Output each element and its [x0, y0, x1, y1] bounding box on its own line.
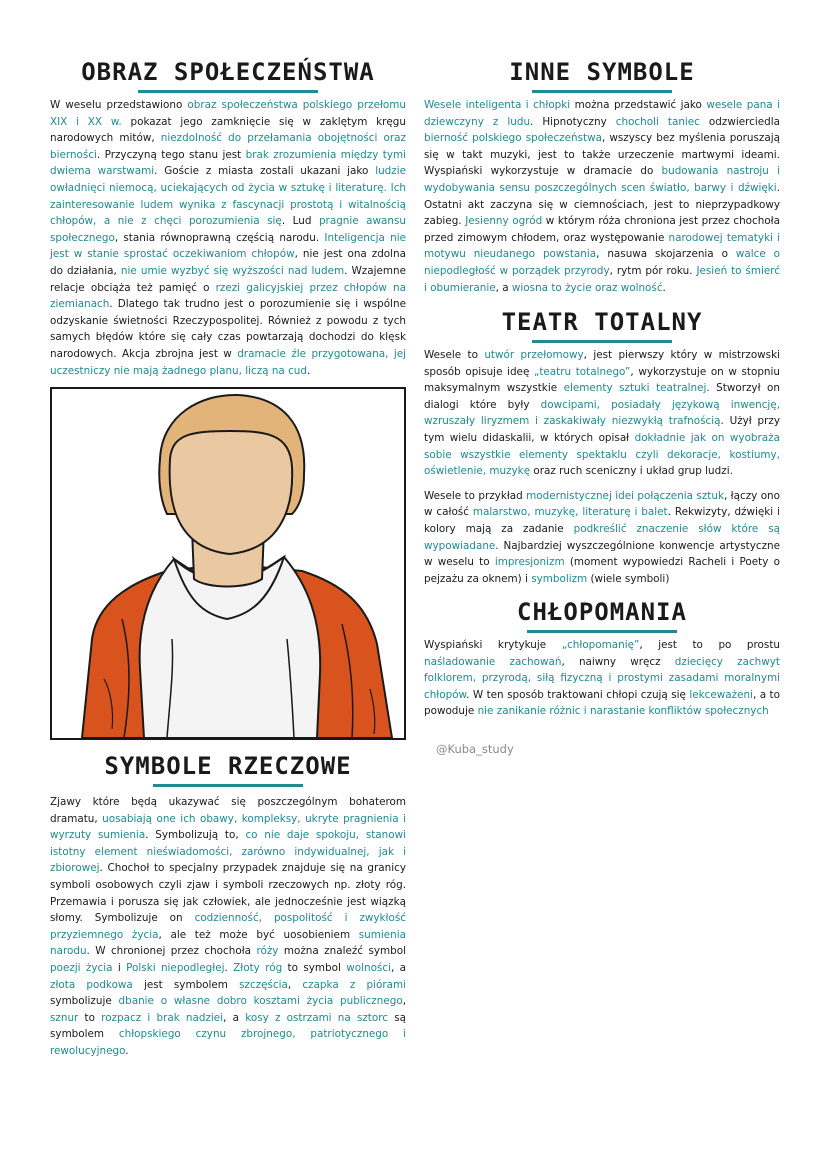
text-run: . Lud — [281, 215, 319, 228]
text-run: , — [287, 978, 303, 991]
heading-symbole-rzeczowe-text: SYMBOLE RZECZOWE — [104, 752, 352, 780]
text-run: , rytm pór roku. — [609, 264, 697, 277]
heading-obraz-spoleczenstwa — [50, 58, 406, 93]
highlighted-phrase: utwór przełomowy — [484, 349, 584, 361]
highlighted-phrase: malarstwo, muzykę, literaturę i balet — [472, 506, 668, 519]
text-run: . W chronionej przez chochoła — [86, 945, 257, 958]
text-run: Wesele to — [424, 349, 485, 361]
highlighted-phrase: Wesele inteligenta i chłopki — [424, 99, 571, 111]
portrait-illustration — [50, 387, 406, 740]
face-shape — [170, 431, 293, 554]
heading-symbole-rzeczowe — [50, 752, 406, 787]
highlighted-phrase: wolności — [346, 961, 391, 974]
highlighted-phrase: brak zrozumienia między tymi dwiema warstwami — [50, 148, 406, 178]
highlighted-phrase: złota podkowa — [50, 978, 133, 991]
heading-underline — [532, 340, 672, 343]
paragraph — [424, 347, 780, 480]
highlighted-phrase: budowania nastroju i wydobywania sensu poszczególnych scen światło, barwy i dźwięki — [424, 165, 780, 194]
highlighted-phrase: obraz społeczeństwa polskiego przełomu XIX i XX w. — [50, 99, 407, 128]
highlighted-phrase: Jesienny ogród — [465, 215, 543, 228]
author-credit: @Kuba_study — [436, 742, 514, 756]
text-run: Zjawy które będą ukazywać się poszczególnym bohaterom dramatu, — [50, 796, 406, 825]
paragraph-symbole-rzeczowe — [50, 794, 406, 1060]
text-run: , nie jest ona zdolna do działania, — [50, 248, 406, 277]
heading-underline — [527, 630, 677, 633]
highlighted-phrase: pragnie awansu społecznego — [50, 215, 406, 244]
text-run: . W ten sposób traktowani chłopi czują się — [466, 688, 690, 701]
highlighted-phrase: czapka z piórami — [302, 978, 406, 991]
highlighted-phrase: wiosna to życie oraz wolność — [511, 281, 663, 294]
highlighted-phrase: Polski niepodległej — [126, 961, 225, 974]
text-run: , ale też może być uosobieniem — [158, 928, 359, 941]
highlighted-phrase: wesele pana i dziewczyny z ludu — [424, 99, 780, 128]
text-run: . — [125, 1044, 129, 1057]
text-run: . Wzajemne relacje obciąża też pamięć o — [50, 264, 406, 294]
text-run: , jest to po prostu — [639, 639, 780, 651]
text-run: w którym róża chroniona jest przez chochoła przed zimowym chłodem, oraz występowanie — [424, 215, 780, 244]
text-run: . Symbolizują to, — [145, 829, 246, 842]
highlighted-phrase: nie umie wyzbyć się wyższości nad ludem — [120, 264, 345, 277]
heading-teatr-totalny-text: TEATR TOTALNY — [501, 308, 703, 336]
text-run: , łączy ono w całość — [424, 489, 780, 519]
text-run: W weselu przedstawiono — [50, 99, 188, 111]
heading-underline — [138, 90, 318, 93]
highlighted-phrase: naśladowanie zachowań — [424, 655, 562, 668]
paragraph-inne-symbole — [424, 97, 780, 296]
highlighted-phrase: niezdolność do przełamania obojętności oraz bierności — [50, 132, 406, 161]
highlighted-phrase: lekceważeni — [689, 688, 753, 701]
highlighted-phrase: „teatru totalnego” — [533, 365, 631, 378]
highlighted-phrase: nie zanikanie różnic i narastanie konfliktów społecznych — [477, 705, 769, 718]
highlighted-phrase: szczęścia — [239, 978, 288, 991]
highlighted-phrase: dramacie źle przygotowana, jej uczestniczy nie mają żadnego planu, liczą na cud — [50, 347, 406, 377]
highlighted-phrase: co nie daje spokoju, stanowi istotny element nieświadomości, zarówno indywidualnej, jak i zbiorowej — [50, 829, 407, 875]
highlighted-phrase: róży — [256, 945, 279, 958]
text-run: , — [402, 995, 406, 1008]
text-run: jest symbolem — [132, 978, 240, 991]
text-run: . Stworzył on dialogi które były — [424, 382, 780, 411]
highlighted-phrase: ludzie owładnięci niemocą, uciekających od życia w sztukę i literaturę. Ich zainteresowanie ludem wynika z fascynacji prostotą i witalnością chłopów, a nie z chęci porozumienia się — [50, 165, 407, 228]
highlighted-phrase: impresjonizm — [494, 556, 565, 569]
highlighted-phrase: uosabiają one ich obawy, kompleksy, ukryte pragnienia i wyrzuty sumienia — [50, 812, 406, 842]
text-run: można przedstawić jako — [570, 99, 707, 111]
highlighted-phrase: dbanie o własne dobro kosztami życia publicznego — [118, 995, 403, 1008]
text-run: (moment wypowiedzi Racheli i Poety o pejzażu za oknem) i — [424, 556, 780, 585]
text-run: są symbolem — [50, 1011, 406, 1041]
text-run: , wykorzystuje on w stopniu maksymalnym wszystkie — [424, 365, 780, 395]
heading-underline — [153, 784, 303, 787]
highlighted-phrase: rozpacz i brak nadziei — [101, 1011, 224, 1024]
highlighted-phrase: Jesień to śmierć i obumieranie — [424, 264, 781, 294]
text-run: (wiele symboli) — [587, 572, 670, 585]
text-run: , naiwny wręcz — [561, 655, 675, 668]
text-run: , jest pierwszy który w mistrzowski sposób opisuje ideę — [424, 349, 780, 378]
heading-inne-symbole-text: INNE SYMBOLE — [509, 58, 695, 86]
text-run: symbolizuje — [50, 995, 119, 1008]
highlighted-phrase: dokładnie jak on wyobraża sobie wszystkie elementy spektaklu czyli dekoracje, kostiumy, oświetlenie, muzykę — [424, 431, 780, 478]
highlighted-phrase: Inteligencja nie jest w stanie sprostać oczekiwaniom chłopów — [50, 231, 406, 261]
heading-underline — [532, 90, 672, 93]
text-run: . — [224, 961, 234, 974]
highlighted-phrase: dowcipami, posiadały językową inwencję, wzruszały liryzmem i zaskakiwały niezwykłą trafnością — [424, 398, 781, 428]
text-run: , stania równoprawną częścią narodu. — [114, 231, 325, 244]
text-run: , nasuwa skojarzenia o — [596, 248, 736, 261]
text-run: . — [306, 364, 311, 377]
highlighted-phrase: dziecięcy zachwyt folklorem, przyrodą, siłą fizyczną i prostymi zasadami moralnymi chłopów — [424, 655, 780, 701]
paragraph-teatr-totalny — [424, 347, 780, 595]
highlighted-phrase: „chłopomanię” — [561, 639, 640, 651]
paragraph — [424, 488, 780, 588]
text-run: . Użył przy tym wielu didaskalii, w których opisał — [424, 415, 781, 444]
highlighted-phrase: narodowej tematyki i motywu nieudanego powstania — [424, 231, 780, 261]
text-run: oraz ruch sceniczny i układ grup ludzi. — [530, 465, 733, 478]
text-run: . Ostatni akt zaczyna się w ciemnościach, jest to nieprzypadkowy zabieg. — [424, 181, 780, 228]
text-run: , a — [390, 961, 406, 974]
text-run: . Dlatego tak trudno jest o porozumienie się i wspólne odzyskanie świetności Rzeczypospolitej. Również z powodu z tych samych błędów które się cały czas powtarzają dochodzi do klęsk narodowych. Akcja zbrojna jest w — [50, 298, 406, 360]
highlighted-phrase: poezji życia — [50, 961, 113, 974]
heading-chlopomania — [424, 598, 780, 633]
highlighted-phrase: sumienia narodu — [50, 928, 406, 958]
heading-inne-symbole — [424, 58, 780, 93]
highlighted-phrase: codzienność, pospolitość i zwykłość przyziemnego życia — [50, 912, 406, 941]
highlighted-phrase: chłopskiego czynu zbrojnego, patriotycznego i rewolucyjnego — [50, 1028, 407, 1057]
text-run: . Chochoł to specjalny przypadek znajduje się na granicy symboli osobowych czyli zjaw i symboli rzeczowych np. złoty róg. Przemawia i porusza się jak człowiek, ale jednocześnie jest wiązką słomy. Symbolizuje on — [50, 862, 406, 925]
text-run: Wyspiański krytykuje — [424, 639, 562, 651]
highlighted-phrase: sznur — [50, 1011, 79, 1024]
text-run: . Przyczyną tego stanu jest — [96, 148, 246, 161]
text-run: . — [662, 281, 666, 294]
highlighted-phrase: chocholi taniec — [615, 115, 700, 128]
heading-obraz-text: OBRAZ SPOŁECZEŃSTWA — [81, 58, 375, 86]
highlighted-phrase: Złoty róg — [233, 961, 283, 974]
text-run: pokazat jego zamknięcie się w zaklętym kręgu narodowych mitów, — [50, 115, 406, 145]
highlighted-phrase: kosy z ostrzami na sztorc — [245, 1011, 388, 1024]
heading-chlopomania-text: CHŁOPOMANIA — [517, 598, 687, 626]
paragraph-obraz — [50, 97, 406, 379]
text-run: to symbol — [282, 961, 347, 974]
highlighted-phrase: bierność polskiego społeczeństwa — [424, 132, 602, 145]
text-run: można znaleźć symbol — [278, 945, 406, 958]
portrait-svg — [52, 389, 404, 738]
paragraph-chlopomania — [424, 637, 780, 720]
text-run: . Rekwizyty, dźwięki i kolory mają za zadanie — [424, 506, 780, 535]
highlighted-phrase: rzezi galicyjskiej przez chłopów na ziemianach — [50, 281, 406, 311]
text-run: odzwierciedla — [699, 115, 781, 128]
text-run: , wszyscy bez myślenia poruszają się w takt muzyki, jest to także urzeczenie martwymi ideami. Wyspiański wykorzystuje w dramacie do — [424, 132, 780, 178]
text-run: . Hipnotyczny — [530, 115, 616, 128]
highlighted-phrase: walce o niepodległość w porządek przyrody — [424, 248, 780, 277]
text-run: i — [112, 961, 127, 974]
text-run: . Goście z miasta zostali ukazani jako — [154, 165, 376, 178]
highlighted-phrase: modernistycznej idei połączenia sztuk — [526, 489, 724, 502]
text-run: to — [78, 1011, 102, 1024]
text-run: , a — [495, 281, 512, 294]
text-run: . Najbardziej wyszczególnione konwencje artystyczne w weselu to — [424, 539, 780, 569]
text-run: , a — [223, 1011, 246, 1024]
heading-teatr-totalny — [424, 308, 780, 343]
highlighted-phrase: symbolizm — [531, 572, 588, 585]
highlighted-phrase: podkreślić znaczenie słów które są wypowiadane — [424, 522, 780, 552]
text-run: Wesele to przykład — [424, 489, 527, 502]
highlighted-phrase: elementy sztuki teatralnej — [563, 382, 707, 395]
text-run: , a to powoduje — [424, 688, 780, 718]
